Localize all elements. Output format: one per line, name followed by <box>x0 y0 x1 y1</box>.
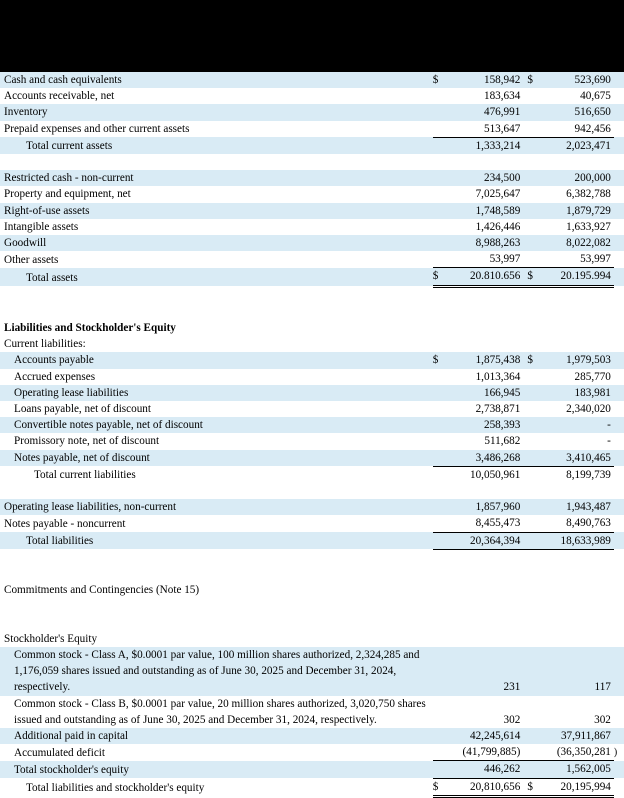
row-value-2: 200,000 <box>535 170 614 186</box>
row-label: Total current liabilities <box>34 468 136 481</box>
table-row-total <box>0 532 624 549</box>
row-label: Intangible assets <box>4 220 79 233</box>
row-value-1: 158,942 <box>445 72 524 88</box>
row-value-2: (36,350,281 <box>535 744 614 761</box>
table-row <box>0 385 624 401</box>
row-currency-2 <box>523 761 535 778</box>
row-currency-1 <box>433 744 445 761</box>
row-label: Accounts receivable, net <box>4 90 115 103</box>
row-label: Accumulated deficit <box>14 746 106 759</box>
row-value-2: 302 <box>594 713 611 726</box>
section-subheading-row <box>0 336 624 352</box>
row-value-2: 183,981 <box>535 385 614 401</box>
row-value-2: 18,633,989 <box>535 532 614 549</box>
row-spacer <box>0 598 624 614</box>
row-label: Common stock - Class A, $0.0001 par value, 100 million shares authorized, 2,324,285 and 1,176,059 shares issued and outstanding as of June 30, 2025 and December 31, 2024, respectively. <box>0 647 433 696</box>
table-row <box>0 352 624 368</box>
row-currency-2 <box>523 450 535 467</box>
row-currency-1: $ <box>433 352 445 368</box>
row-currency-1 <box>433 401 445 417</box>
table-row-total <box>0 137 624 154</box>
row-label: Total assets <box>0 268 433 286</box>
row-currency-2 <box>523 137 535 154</box>
row-currency-2 <box>523 88 535 104</box>
row-currency-2: $ <box>523 778 535 796</box>
row-label: Cash and cash equivalents <box>0 72 433 88</box>
row-label: Notes payable, net of discount <box>0 450 433 467</box>
financial-table <box>0 72 624 798</box>
row-suffix <box>614 417 624 433</box>
row-value-2: 40,675 <box>580 90 611 103</box>
row-suffix <box>614 203 624 219</box>
row-currency-1 <box>433 104 445 120</box>
row-suffix <box>614 268 624 286</box>
row-currency-1 <box>433 417 445 433</box>
page-top-margin <box>0 0 624 72</box>
row-label: Accounts payable <box>0 352 433 368</box>
row-currency-1 <box>433 121 445 138</box>
row-value-1: 231 <box>445 647 524 696</box>
row-spacer <box>0 615 624 631</box>
table-row <box>0 72 624 88</box>
row-value-1: 511,682 <box>484 435 521 448</box>
row-currency-2 <box>523 466 535 483</box>
row-suffix <box>614 728 624 744</box>
table-body <box>0 72 624 796</box>
table-row <box>0 219 624 235</box>
row-currency-1 <box>433 369 445 385</box>
row-suffix <box>614 401 624 417</box>
row-value-1: 20,810,656 <box>445 778 524 796</box>
row-spacer <box>0 154 624 170</box>
row-spacer <box>0 549 624 566</box>
row-suffix <box>614 433 624 449</box>
row-value-2: 523,690 <box>535 72 614 88</box>
row-label: Property and equipment, net <box>4 188 131 201</box>
row-value-2: 8,490,763 <box>535 515 614 532</box>
row-value-2: 1,979,503 <box>535 352 614 368</box>
row-suffix: ) <box>613 746 618 758</box>
row-value-1: 7,025,647 <box>475 188 521 201</box>
row-suffix <box>614 104 624 120</box>
row-spacer <box>0 304 624 320</box>
row-currency-1 <box>433 219 445 235</box>
row-value-1: 446,262 <box>445 761 524 778</box>
row-value-1: 8,455,473 <box>445 515 524 532</box>
row-value-1: 1,013,364 <box>475 370 521 383</box>
row-currency-2 <box>523 417 535 433</box>
row-suffix <box>614 88 624 104</box>
row-value-1: 513,647 <box>483 122 521 135</box>
row-currency-1 <box>433 499 445 515</box>
row-value-2: 2,340,020 <box>566 403 611 416</box>
row-value-2: 1,879,729 <box>535 203 614 219</box>
row-value-1: 166,945 <box>445 385 524 401</box>
row-suffix <box>614 647 624 696</box>
row-label: Total liabilities and stockholder's equity <box>26 782 205 795</box>
row-label: Total current assets <box>0 137 433 154</box>
row-spacer <box>0 566 624 582</box>
row-value-2: 8,199,739 <box>566 468 611 481</box>
row-suffix <box>614 385 624 401</box>
row-suffix <box>614 121 624 138</box>
row-value-2: 20.195.994 <box>535 268 614 286</box>
row-label: Goodwill <box>0 235 433 251</box>
row-value-2: 2,023,471 <box>535 137 614 154</box>
table-row <box>0 121 624 138</box>
table-row <box>0 417 624 433</box>
row-value-2: 20,195,994 <box>535 778 614 796</box>
row-currency-1 <box>433 450 445 467</box>
table-row <box>0 499 624 515</box>
row-value-2: 6,382,788 <box>566 188 611 201</box>
row-suffix <box>614 515 624 532</box>
row-currency-2 <box>523 203 535 219</box>
row-label: Accrued expenses <box>14 370 96 383</box>
row-currency-1: $ <box>433 778 445 796</box>
row-value-1: 258,393 <box>445 417 524 433</box>
table-row <box>0 369 624 385</box>
row-currency-2: $ <box>523 72 535 88</box>
table-row <box>0 515 624 532</box>
row-currency-1 <box>433 170 445 186</box>
table-row <box>0 104 624 120</box>
row-value-2: - <box>607 435 611 448</box>
row-suffix <box>614 450 624 467</box>
row-label: Total liabilities <box>0 532 433 549</box>
row-label: Total stockholder's equity <box>0 761 433 778</box>
table-row <box>0 433 624 449</box>
row-currency-2 <box>523 170 535 186</box>
row-value-2: - <box>535 417 614 433</box>
table-row <box>0 450 624 467</box>
row-value-1: 1,748,589 <box>445 203 524 219</box>
row-currency-2 <box>523 433 535 449</box>
section-heading-row <box>0 631 624 647</box>
row-currency-1 <box>433 761 445 778</box>
row-label: Promissory note, net of discount <box>14 435 160 448</box>
row-currency-2 <box>523 235 535 251</box>
row-currency-2: $ <box>523 268 535 286</box>
row-value-1: 234,500 <box>445 170 524 186</box>
row-suffix <box>614 235 624 251</box>
row-value-1: 3,486,268 <box>445 450 524 467</box>
row-suffix <box>614 219 624 235</box>
row-value-2: 53,997 <box>580 253 611 266</box>
row-value-1: 1,875,438 <box>445 352 524 368</box>
row-currency-2 <box>523 728 535 744</box>
table-row <box>0 744 624 761</box>
table-row-total <box>0 466 624 483</box>
row-value-1: 476,991 <box>445 104 524 120</box>
row-currency-1 <box>433 203 445 219</box>
row-currency-1 <box>433 88 445 104</box>
row-label: Inventory <box>0 104 433 120</box>
row-value-1: 1,426,446 <box>475 220 521 233</box>
row-currency-2 <box>523 744 535 761</box>
row-suffix <box>614 761 624 778</box>
row-suffix <box>614 696 624 728</box>
row-value-2: 117 <box>535 647 614 696</box>
commitments-label: Commitments and Contingencies (Note 15) <box>4 584 200 597</box>
row-spacer <box>0 286 624 304</box>
row-label: Right-of-use assets <box>0 203 433 219</box>
row-value-1: 42,245,614 <box>445 728 524 744</box>
table-row <box>0 170 624 186</box>
row-currency-2 <box>523 647 535 696</box>
row-value-2: 37,911,867 <box>535 728 614 744</box>
row-suffix <box>614 72 624 88</box>
row-value-1: 8,988,263 <box>445 235 524 251</box>
row-value-2: 1,633,927 <box>566 220 611 233</box>
row-currency-1 <box>433 532 445 549</box>
row-value-1: 10,050,961 <box>469 468 521 481</box>
table-row <box>0 696 624 728</box>
row-spacer <box>0 483 624 499</box>
row-value-1: 183,634 <box>483 90 521 103</box>
table-row <box>0 401 624 417</box>
row-suffix <box>614 499 624 515</box>
row-label: Loans payable, net of discount <box>14 403 152 416</box>
row-suffix <box>614 466 624 483</box>
row-suffix <box>614 186 624 202</box>
balance-sheet <box>0 72 624 798</box>
row-value-2: 285,770 <box>574 370 611 383</box>
row-suffix <box>614 137 624 154</box>
row-currency-1 <box>433 186 445 202</box>
row-value-2: 516,650 <box>535 104 614 120</box>
table-row <box>0 186 624 202</box>
row-currency-1 <box>433 515 445 532</box>
row-currency-1 <box>433 433 445 449</box>
row-value-2: 8,022,082 <box>535 235 614 251</box>
row-suffix <box>614 532 624 549</box>
table-row <box>0 647 624 696</box>
row-value-1: 1,857,960 <box>445 499 524 515</box>
row-label: Convertible notes payable, net of discount <box>0 417 433 433</box>
row-currency-2 <box>523 385 535 401</box>
section-heading: Liabilities and Stockholder's Equity <box>4 322 176 334</box>
section-heading-row <box>0 320 624 336</box>
table-row <box>0 251 624 268</box>
row-currency-1 <box>433 696 445 728</box>
row-value-2: 1,943,487 <box>535 499 614 515</box>
row-label: Additional paid in capital <box>0 728 433 744</box>
row-currency-2 <box>523 219 535 235</box>
row-label: Common stock - Class B, $0.0001 par value, 20 million shares authorized, 3,020,750 shares issued and outstanding as of June 30, 2025 and December 31, 2024, respectively. <box>14 697 426 726</box>
row-currency-2 <box>523 251 535 268</box>
section-heading: Stockholder's Equity <box>4 632 98 645</box>
row-currency-1: $ <box>433 268 445 286</box>
table-row-total <box>0 268 624 286</box>
row-label: Operating lease liabilities, non-current <box>0 499 433 515</box>
row-suffix <box>614 170 624 186</box>
row-value-1: (41,799,885) <box>445 744 524 761</box>
table-row <box>0 728 624 744</box>
row-label: Other assets <box>4 253 59 266</box>
row-currency-1 <box>433 466 445 483</box>
row-label: Restricted cash - non-current <box>0 170 433 186</box>
row-value-1: 20,364,394 <box>445 532 524 549</box>
row-value-1: 302 <box>503 713 521 726</box>
section-subheading: Current liabilities: <box>4 338 86 351</box>
row-currency-2 <box>523 369 535 385</box>
row-currency-1 <box>433 235 445 251</box>
table-row <box>0 203 624 219</box>
row-suffix <box>614 352 624 368</box>
table-row <box>0 235 624 251</box>
row-currency-2 <box>523 515 535 532</box>
row-currency-2 <box>523 186 535 202</box>
table-row <box>0 88 624 104</box>
row-currency-2: $ <box>523 352 535 368</box>
row-currency-2 <box>523 401 535 417</box>
row-label: Operating lease liabilities <box>0 385 433 401</box>
row-value-2: 3,410,465 <box>535 450 614 467</box>
row-value-1: 1,333,214 <box>445 137 524 154</box>
row-label: Notes payable - noncurrent <box>4 517 126 530</box>
row-label: Prepaid expenses and other current assets <box>4 123 190 136</box>
row-value-2: 1,562,005 <box>535 761 614 778</box>
table-row <box>0 582 624 598</box>
row-currency-2 <box>523 121 535 138</box>
row-currency-2 <box>523 104 535 120</box>
row-currency-1 <box>433 385 445 401</box>
row-currency-1 <box>433 251 445 268</box>
row-value-1: 20.810.656 <box>445 268 524 286</box>
row-suffix <box>614 369 624 385</box>
row-currency-2 <box>523 532 535 549</box>
row-currency-1 <box>433 137 445 154</box>
row-currency-1 <box>433 647 445 696</box>
table-row-total <box>0 761 624 778</box>
row-suffix <box>614 251 624 268</box>
row-currency-1: $ <box>433 72 445 88</box>
row-value-1: 53,997 <box>489 253 521 266</box>
row-currency-1 <box>433 728 445 744</box>
row-value-2: 942,456 <box>574 122 611 135</box>
row-value-1: 2,738,871 <box>475 403 521 416</box>
row-currency-2 <box>523 499 535 515</box>
row-currency-2 <box>523 696 535 728</box>
